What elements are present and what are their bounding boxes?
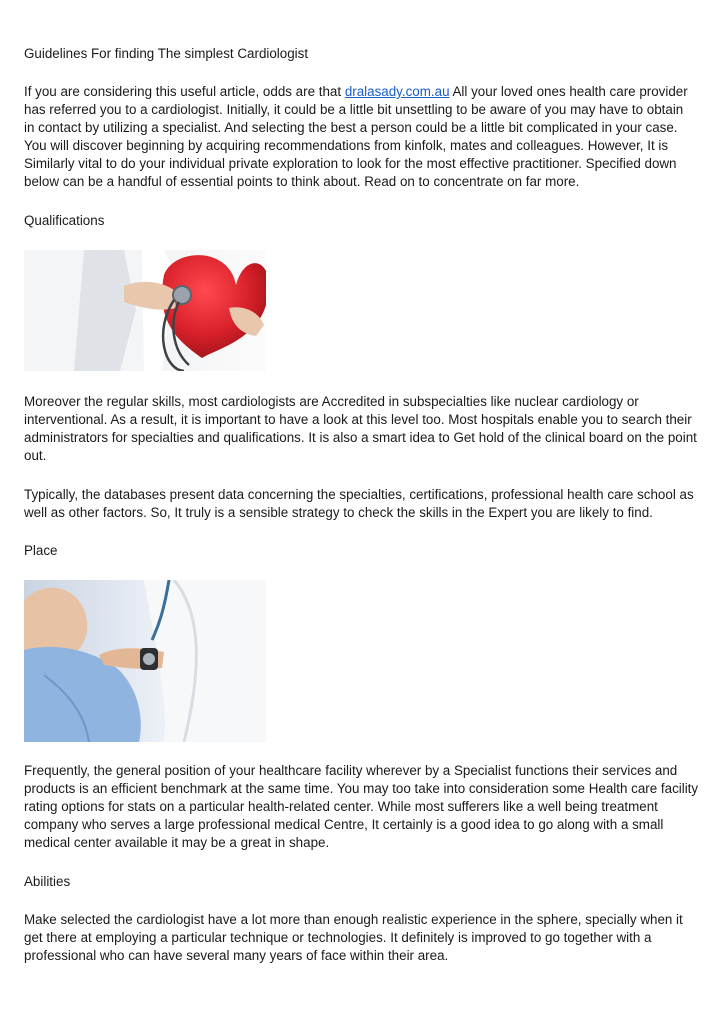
intro-line-2: has referred you to a cardiologist. Initially, it could be a little bit unsettling to be aware of you may have to obtain [24,102,684,117]
qual-p1-line-2: interventional. As a result, it is important to have a look at this level too. Most hospitals enable you to search their [24,412,692,427]
intro-line-4: You will discover beginning by acquiring recommendations from kinfolk, mates and colleagues. However, It is [24,138,669,153]
place-p1-line-2: products is an efficient benchmark at the same time. You may too take into consideration some Health care facility [24,781,699,796]
heart-stethoscope-image [24,250,266,371]
intro-line-1: If you are considering this useful article, odds are that dralasady.com.au All your loved ones health care provider [24,84,688,99]
qual-p1-line-4: out. [24,448,47,463]
page-title: Guidelines For finding The simplest Cardiologist [24,46,309,61]
intro-line-3: in contact by utilizing a specialist. And selecting the best a person could be a little bit complicated in your case. [24,120,678,135]
doctor-patient-illustration [24,580,266,742]
qual-p2-line-2: well as other factors. So, It truly is a sensible strategy to check the skills in the Expert you are likely to find. [24,505,653,520]
abil-p1-line-2: get there at employing a particular technique or technologies. It definitely is improved to go together with a [24,930,652,945]
doctor-patient-image [24,580,266,742]
heart-stethoscope-illustration [24,250,266,371]
abil-p1-line-1: Make selected the cardiologist have a lot more than enough realistic experience in the sphere, specially when it [24,912,683,927]
dralasady-link[interactable]: dralasady.com.au [344,84,450,99]
abil-p1-line-3: professional who can have several many years of face within their area. [24,948,449,963]
place-p1-line-5: medical center available it may be a great in shape. [24,835,330,850]
qual-p1-line-1: Moreover the regular skills, most cardiologists are Accredited in subspecialties like nuclear cardiology or [24,394,639,409]
intro-line-5: Similarly vital to do your individual private exploration to look for the most effective practitioner. Specified down [24,156,677,171]
place-p1-line-1: Frequently, the general position of your healthcare facility wherever by a Specialist functions their services and [24,763,678,778]
intro-line-6: below can be a handful of essential points to think about. Read on to concentrate on far more. [24,174,580,189]
qual-p2-line-1: Typically, the databases present data concerning the specialties, certifications, professional health care school as [24,487,694,502]
stethoscope-icon [173,286,191,304]
heading-place: Place [24,543,58,558]
heading-qualifications: Qualifications [24,213,105,228]
qual-p1-line-3: administrators for specialties and qualifications. It is also a smart idea to Get hold of the clinical board on the point [24,430,697,445]
place-p1-line-4: company who serves a large professional medical Centre, It certainly is a good idea to go along with a small [24,817,664,832]
heading-abilities: Abilities [24,874,71,889]
place-p1-line-3: rating options for stats on a particular health-related center. While most sufferers like a well being treatment [24,799,658,814]
